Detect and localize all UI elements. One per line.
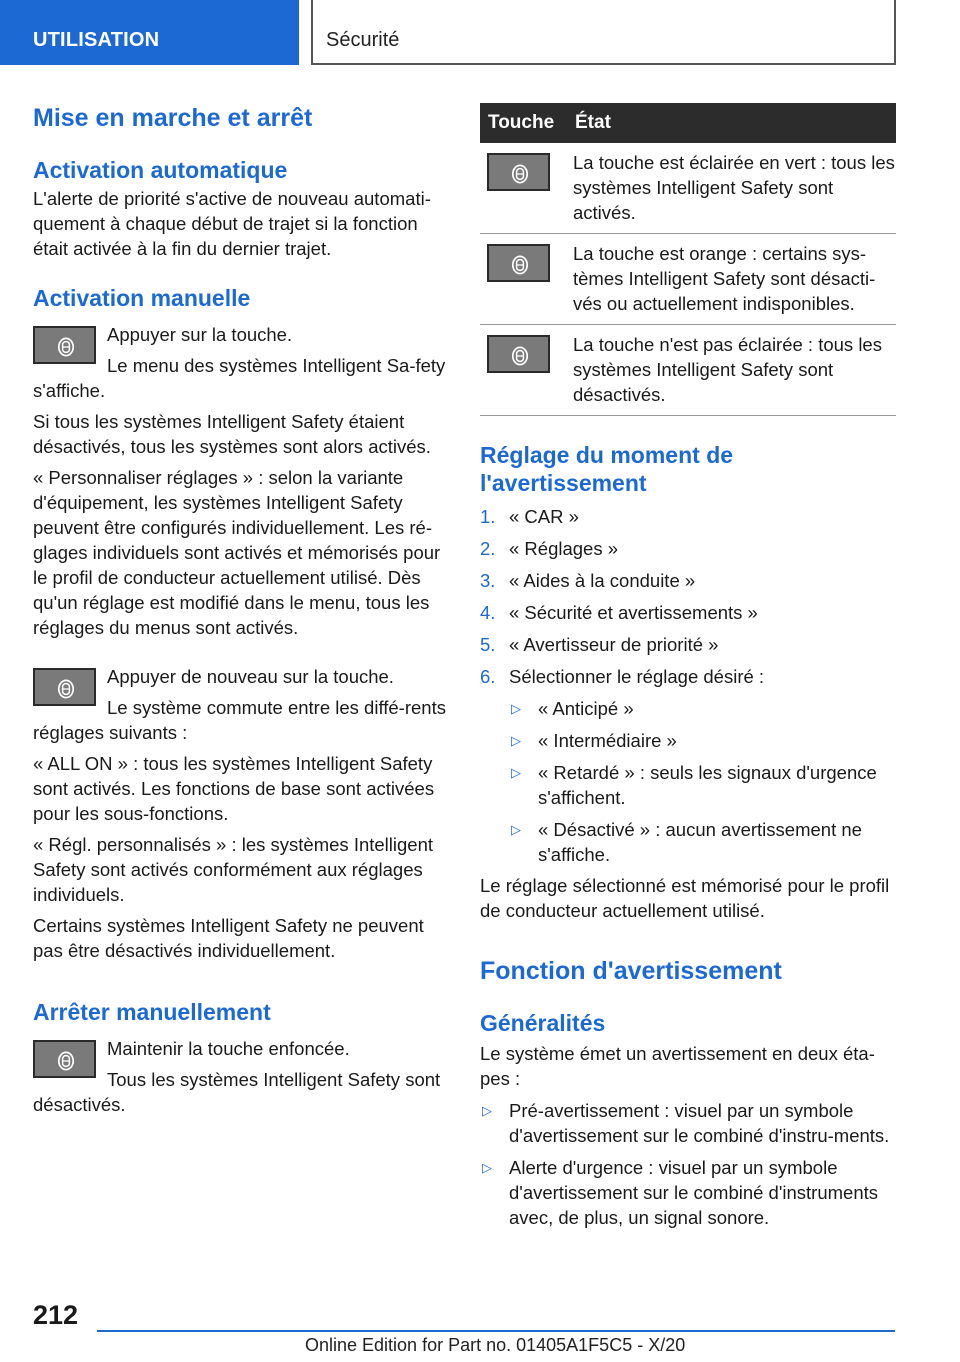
table-cell-state: La touche n'est pas éclairée : tous les systèmes Intelligent Safety sont désactivés.: [573, 325, 896, 416]
text-press-again: Appuyer de nouveau sur la touche.: [107, 666, 394, 687]
text-all-deactivated: Tous les systèmes Intelligent Safety sont désactivés.: [33, 1069, 441, 1115]
footer-edition-text: Online Edition for Part no. 01405A1F5C5 - X/20: [305, 1335, 686, 1355]
triangle-bullet-icon: ▷: [511, 765, 521, 780]
header-section-tab: [0, 0, 299, 65]
heading-mise-en-marche: Mise en marche et arrêt: [33, 104, 313, 132]
hold-button-block: [33, 1036, 447, 1117]
footer-divider: [97, 1330, 895, 1332]
list-item: ▷ Pré-avertissement : visuel par un symbole d'avertissement sur le combiné d'instru-ments.: [482, 1100, 890, 1146]
press-button-block: [33, 322, 447, 403]
heading-arreter-manuellement: Arrêter manuellement: [33, 999, 271, 1025]
intelligent-safety-button-icon: [33, 326, 96, 364]
press-again-block: [33, 664, 447, 745]
heading-generalites: Généralités: [480, 1010, 606, 1036]
intelligent-safety-button-icon: [33, 1040, 96, 1078]
text-setting-saved: Le réglage sélectionné est mémorisé pour le profil de conducteur actuellement utilisé.: [480, 875, 890, 921]
text-certain-systems: Certains systèmes Intelligent Safety ne peuvent pas être désactivés individuellement.: [33, 915, 424, 961]
intelligent-safety-button-icon: [487, 244, 550, 282]
list-item: 5. « Avertisseur de priorité »: [480, 634, 719, 655]
header-chapter-box: [311, 0, 896, 65]
settings-steps-list: [480, 504, 896, 867]
table-header-row: [480, 103, 896, 143]
intelligent-safety-button-icon: [33, 668, 96, 706]
text-all-on: « ALL ON » : tous les systèmes Intelligent Safety sont activés. Les fonctions de base sont activées pour les sous-fonctions.: [33, 753, 435, 824]
table-header-etat: État: [573, 103, 896, 143]
warning-stages-list: [480, 1098, 896, 1230]
list-item: 1. « CAR »: [480, 506, 579, 527]
list-item: ▷ « Désactivé » : aucun avertissement ne s'affiche.: [511, 819, 862, 865]
intelligent-safety-button-icon: [487, 335, 550, 373]
list-item: ▷ « Intermédiaire »: [511, 730, 677, 751]
text-activation-automatique: L'alerte de priorité s'active de nouveau automati-quement à chaque début de trajet si la fonction était activée à la fin du dernier trajet.: [33, 188, 431, 259]
text-regl-personnalises: « Régl. personnalisés » : les systèmes Intelligent Safety sont activés conformément aux réglages individuels.: [33, 834, 434, 905]
table-cell-state: La touche est éclairée en vert : tous les systèmes Intelligent Safety sont activés.: [573, 143, 896, 234]
heading-activation-automatique: Activation automatique: [33, 157, 288, 183]
table-row: [480, 234, 896, 325]
heading-reglage-moment: Réglage du moment de l'avertissement: [480, 442, 734, 496]
table-row: [480, 325, 896, 416]
text-all-off: Si tous les systèmes Intelligent Safety étaient désactivés, tous les systèmes sont alors activés.: [33, 411, 431, 457]
table-row: [480, 143, 896, 234]
triangle-bullet-icon: ▷: [511, 733, 521, 748]
list-item: 3. « Aides à la conduite »: [480, 570, 696, 591]
text-two-stage: Le système émet un avertissement en deux éta-pes :: [480, 1043, 875, 1089]
list-item: ▷ « Anticipé »: [511, 698, 634, 719]
settings-options-list: [509, 696, 896, 867]
list-item: 2. « Réglages »: [480, 538, 619, 559]
list-item: ▷ « Retardé » : seuls les signaux d'urgence s'affichent.: [511, 762, 877, 808]
right-column: [480, 103, 896, 1237]
table-header-touche: Touche: [480, 103, 573, 143]
text-menu-appears: Le menu des systèmes Intelligent Sa-fety s'affiche.: [33, 355, 446, 401]
triangle-bullet-icon: ▷: [511, 822, 521, 837]
text-switch-settings: Le système commute entre les diffé-rents réglages suivants :: [33, 697, 446, 743]
table-cell-state: La touche est orange : certains sys-tèmes Intelligent Safety sont désacti-vés ou actuellement indisponibles.: [573, 234, 896, 325]
heading-activation-manuelle: Activation manuelle: [33, 285, 251, 311]
intelligent-safety-button-icon: [487, 153, 550, 191]
triangle-bullet-icon: ▷: [482, 1160, 492, 1175]
header-chapter-label: Sécurité: [326, 29, 400, 51]
list-item: ▷ Alerte d'urgence : visuel par un symbole d'avertissement sur le combiné d'instruments avec, de plus, un signal sonore.: [482, 1157, 878, 1228]
text-press: Appuyer sur la touche.: [107, 324, 293, 345]
text-personnaliser: « Personnaliser réglages » : selon la variante d'équipement, les systèmes Intelligent Safety peuvent être configurés individuellement. Les ré-glages individuels sont activés et mémorisés pour le profil de conducteur actuellement utilisé. Dès qu'un réglage est modifié dans le menu, tous les réglages du menus sont activés.: [33, 467, 441, 638]
triangle-bullet-icon: ▷: [511, 701, 521, 716]
heading-fonction-avertissement: Fonction d'avertissement: [480, 957, 782, 985]
list-item: 4. « Sécurité et avertissements »: [480, 602, 758, 623]
button-states-table: [480, 103, 896, 416]
triangle-bullet-icon: ▷: [482, 1103, 492, 1118]
left-column: [33, 100, 447, 1117]
text-hold: Maintenir la touche enfoncée.: [107, 1038, 350, 1059]
list-item: 6. Sélectionner le réglage désiré : ▷ « Anticipé » ▷ « Intermédiaire » ▷ « Retardé » : seuls les signaux d'urgence s'affichent. ▷ « Désactivé » : aucun avertissement ne s'affiche.: [480, 664, 896, 867]
header-section-label: UTILISATION: [33, 29, 160, 51]
page-number: 212: [33, 1300, 79, 1330]
